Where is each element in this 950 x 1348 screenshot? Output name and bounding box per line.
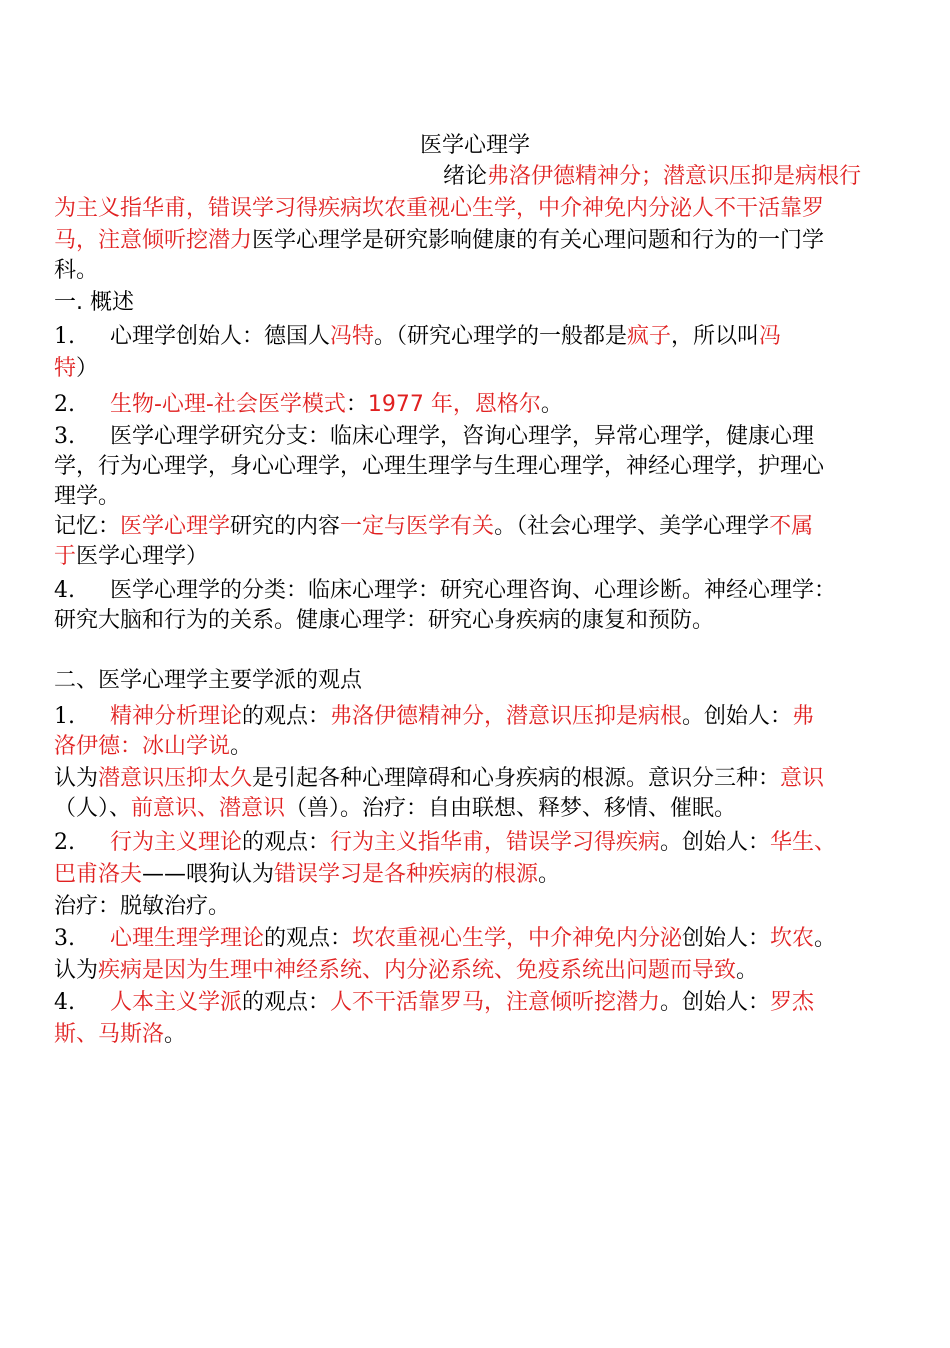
highlighted-text: 行为主义指华甫，错误学习得疾病 [330,830,661,855]
highlighted-text: 马，注意倾听挖潜力 [54,228,253,253]
text-segment: ——喂狗认为 [142,862,275,887]
text-line [54,162,906,192]
highlighted-text: 意识 [780,766,825,791]
highlighted-text: 巴甫洛夫 [54,862,143,887]
text-segment: 。 [736,958,759,983]
highlighted-text: 特 [54,356,77,381]
text-segment: 是引起各种心理障碍和心身疾病的根源。意识分三种： [252,766,781,791]
text-segment: 。 [538,862,561,887]
text-segment: 的观点： [241,704,330,729]
text-segment: 医学心理学） [76,544,209,569]
highlighted-text: 坎农重视心生学，中介神免内分泌 [352,926,683,951]
text-line [54,606,906,636]
text-segment: 的观点： [263,926,352,951]
text-segment: 学，行为心理学，身心心理学，心理生理学与生理心理学，神经心理学，护理心 [54,454,825,479]
text-segment: 的观点： [241,990,330,1015]
highlighted-text: 罗杰 [770,990,815,1015]
text-segment: 创始人： [682,926,771,951]
text-segment: ： [345,392,368,417]
text-line [54,542,906,572]
highlighted-text: 于 [54,544,77,569]
highlighted-text: 心理生理学理论 [109,926,264,951]
item-number: 3. [54,926,110,951]
text-segment: 的观点： [241,830,330,855]
highlighted-text: 疯子 [627,324,672,349]
text-segment: 医学心理学是研究影响健康的有关心理问题和行为的一门学 [252,228,825,253]
text-line [54,226,906,256]
item-number: 4. [54,578,110,603]
text-line [54,576,906,606]
highlighted-text: 弗洛伊德精神分，潜意识压抑是病根 [330,704,683,729]
text-segment: 记忆： [54,514,121,539]
highlighted-text: 坎农 [770,926,815,951]
highlighted-text: 为主义指华甫，错误学习得疾病坎农重视心生学，中介神免内分泌人不干活靠罗 [54,196,825,221]
text-line [54,764,906,794]
text-line [54,794,906,824]
highlighted-text: 冯特 [329,324,374,349]
highlighted-text: 人本主义学派 [109,990,242,1015]
highlighted-text: 华生、 [770,830,837,855]
highlighted-text: 1977 年，恩格尔 [367,392,541,417]
highlighted-text: 疾病是因为生理中神经系统、内分泌系统、免疫系统出问题而导致 [98,958,737,983]
text-line [54,924,906,954]
text-line [54,422,906,452]
text-segment: 。创始人： [660,830,771,855]
text-segment: 治疗：脱敏治疗。 [54,894,231,919]
highlighted-text: 一定与医学有关 [340,514,495,539]
highlighted-text: 弗洛伊德精神分；潜意识压抑是病根行 [487,164,862,189]
item-number: 1. [54,704,110,729]
text-segment: 。 [540,392,563,417]
highlighted-text: 不属 [769,514,814,539]
text-segment: 认为 [54,958,99,983]
text-segment: （人）、 [54,796,132,821]
text-line [54,988,906,1018]
document-title: 医学心理学 [419,133,530,158]
text-segment: 理学。 [54,484,121,509]
text-segment: 。 [164,1022,187,1047]
highlighted-text: 精神分析理论 [109,704,242,729]
text-line [54,512,906,542]
highlighted-text: 洛伊德：冰山学说 [54,734,231,759]
text-segment: 二、医学心理学主要学派的观点 [54,668,363,693]
text-line [54,956,906,986]
highlighted-text: 医学心理学 [120,514,231,539]
text-segment: 一. 概述 [54,290,134,315]
text-segment: 绪论 [443,164,488,189]
text-segment: 认为 [54,766,99,791]
text-line [54,288,906,318]
text-line [54,322,906,352]
text-segment: ） [76,356,99,381]
text-segment: （兽）。治疗：自由联想、释梦、移情、催眠。 [285,796,737,821]
text-line [54,354,906,384]
text-segment: 心理学创始人：德国人 [109,324,330,349]
highlighted-text: 弗 [792,704,815,729]
text-segment: 研究大脑和行为的关系。健康心理学：研究心身疾病的康复和预防。 [54,608,715,633]
item-number: 4. [54,990,110,1015]
text-line [54,1020,906,1050]
text-segment: 研究的内容 [230,514,341,539]
text-line [54,892,906,922]
highlighted-text: 行为主义理论 [109,830,242,855]
text-line [54,256,906,286]
text-line [54,732,906,762]
text-line [54,860,906,890]
text-segment: 科。 [54,258,99,283]
text-line [54,482,906,512]
text-line [54,666,906,696]
highlighted-text: 冯 [759,324,782,349]
text-segment: 。 [814,926,837,951]
item-number: 1. [54,324,110,349]
text-line [54,390,906,420]
text-line [54,828,906,858]
text-line [54,194,906,224]
item-number: 2. [54,392,110,417]
highlighted-text: 生物-心理-社会医学模式 [109,392,346,417]
highlighted-text: 错误学习是各种疾病的根源 [274,862,539,887]
highlighted-text: 前意识、潜意识 [131,796,286,821]
text-segment: 。（研究心理学的一般都是 [374,324,628,349]
highlighted-text: 人不干活靠罗马，注意倾听挖潜力 [330,990,661,1015]
text-segment: ，所以叫 [671,324,760,349]
item-number: 3. [54,424,110,449]
text-line [54,702,906,732]
text-segment: 医学心理学的分类：临床心理学：研究心理咨询、心理诊断。神经心理学： [109,578,836,603]
text-line [54,452,906,482]
item-number: 2. [54,830,110,855]
text-segment: 。创始人： [682,704,793,729]
text-segment: 。创始人： [660,990,771,1015]
highlighted-text: 斯、马斯洛 [54,1022,165,1047]
text-segment: 。 [230,734,253,759]
text-segment: 。（社会心理学、美学心理学 [494,514,770,539]
highlighted-text: 潜意识压抑太久 [98,766,253,791]
text-segment: 医学心理学研究分支：临床心理学，咨询心理学，异常心理学，健康心理 [109,424,814,449]
